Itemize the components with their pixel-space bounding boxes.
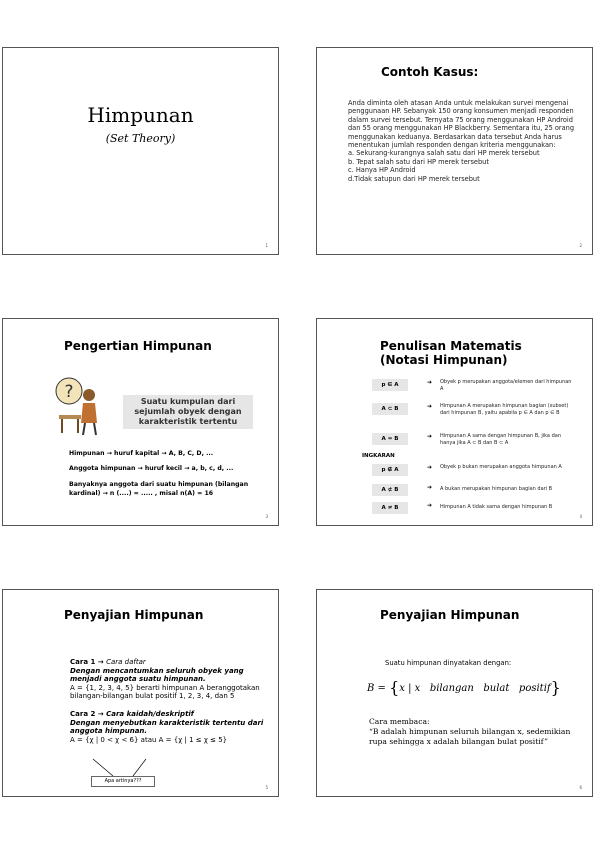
symbol-description: Himpunan A sama dengan himpunan B, jika dan hanya jika A ⊂ B dan B ⊂ A <box>440 433 561 446</box>
page-number: 1 <box>265 243 268 248</box>
slide-3 <box>2 318 279 526</box>
heading-line: (Notasi Himpunan) <box>380 353 508 367</box>
symbol-description: Obyek p bukan merupakan anggota himpunan A <box>440 464 562 470</box>
arrow-icon: ➔ <box>427 464 433 471</box>
reading-text: “B adalah himpunan seluruh bilangan x, sedemikian rupa sehingga x adalah bilangan bulat positif” <box>369 727 571 746</box>
symbol-box: p ∈ A <box>372 379 408 391</box>
symbol-box: A ≠ B <box>372 502 408 514</box>
case-item: b. Tepat salah satu dari HP merek tersebut <box>348 157 489 166</box>
method-example: A = {1, 2, 3, 4, 5} berarti himpunan A beranggotakan bilangan-bilangan bulat positif 1, 2, 3, 4, dan 5 <box>70 683 260 701</box>
page-number: 2 <box>579 243 582 248</box>
slide-subtitle: (Set Theory) <box>105 132 176 145</box>
page-number: 3 <box>265 514 268 519</box>
thinking-student-illustration <box>53 373 108 438</box>
symbol-description: A bukan merupakan himpunan bagian dari B <box>440 486 553 492</box>
callout-arrows <box>3 590 279 797</box>
arrow-icon: ➔ <box>427 379 433 386</box>
formula-body: x | x bilangan bulat positif <box>399 683 551 694</box>
slide-4 <box>316 318 593 526</box>
slide-heading: Penyajian Himpunan <box>380 608 520 622</box>
slide-2 <box>316 47 593 255</box>
reading-explanation <box>369 717 579 747</box>
symbol-box: A ⊄ B <box>372 484 408 496</box>
notation-line: Banyaknya anggota dari suatu himpunan (bilangan kardinal) → n (....) = ..... , misal n(A) = 16 <box>69 481 249 497</box>
case-item: d.Tidak satupun dari HP merek tersebut <box>348 174 480 183</box>
arrow-icon: ➔ <box>427 484 433 491</box>
page-number: 6 <box>579 785 582 790</box>
symbol-box: A ⊂ B <box>372 403 408 415</box>
arrow-icon: ➔ <box>427 403 433 410</box>
svg-text:?: ? <box>64 382 74 402</box>
method-name: Cara daftar <box>106 658 146 666</box>
notation-line: Himpunan → huruf kapital → A, B, C, D, ... <box>69 450 214 457</box>
method-example: A = {χ | 0 < χ < 6} atau A = {χ | 1 ≤ χ ≤ 5} <box>70 735 228 744</box>
method-description: Dengan menyebutkan karakteristik tertentu dari anggota himpunan. <box>70 718 264 736</box>
page-number: 4 <box>579 514 582 519</box>
question-note: Apa artinya??? <box>91 776 155 787</box>
arrow-icon: ➔ <box>427 433 433 440</box>
case-text <box>348 99 578 183</box>
formula-lhs: B = <box>367 683 390 694</box>
slide-5 <box>2 589 279 797</box>
case-item: a. Sekurang-kurangnya salah satu dari HP merek tersebut <box>348 149 540 158</box>
case-paragraph: Anda diminta oleh atasan Anda untuk melakukan survei mengenai penggunaan HP. Sebanyak 150 orang konsumen menjadi responden dalam survei tersebut. Ternyata 75 orang menggunakan HP Android dan 55 orang menggunakan HP Blackberry. Sementara itu, 25 orang menggunakan keduanya. Berdasarkan data tersebut Anda harus menentukan jumlah responden dengan kriteria menggunakan: <box>348 99 575 150</box>
heading-line: Penulisan Matematis <box>380 339 522 353</box>
arrow-icon: ➔ <box>427 502 433 509</box>
slide-6 <box>316 589 593 797</box>
set-builder-formula: B = {x | x bilangan bulat positif} <box>367 678 561 697</box>
symbol-description: Himpunan A merupakan himpunan bagian (subset) dari himpunan B, yaitu apabila p ∈ A dan p ∈ B <box>440 403 569 416</box>
slide-heading: Contoh Kasus: <box>381 65 479 79</box>
symbol-description: Himpunan A tidak sama dengan himpunan B <box>440 504 553 510</box>
method-label: Cara 2 → <box>70 709 107 718</box>
symbol-box: p ∉ A <box>372 464 408 476</box>
ingkaran-label: INGKARAN <box>362 453 395 459</box>
method-description: Dengan mencantumkan seluruh obyek yang menjadi anggota suatu himpunan. <box>70 666 244 684</box>
page-number: 5 <box>265 785 268 790</box>
slide-heading: Penyajian Himpunan <box>64 608 204 622</box>
definition-box: Suatu kumpulan dari sejumlah obyek dengan karakteristik tertentu <box>123 395 253 429</box>
slide-1 <box>2 47 279 255</box>
intro-text: Suatu himpunan dinyatakan dengan: <box>385 659 512 667</box>
symbol-description: Obyek p merupakan anggota/elemen dari himpunan A <box>440 379 572 392</box>
slide-heading <box>380 339 522 367</box>
symbol-box: A = B <box>372 433 408 445</box>
slide-heading: Pengertian Himpunan <box>64 339 212 353</box>
reading-label: Cara membaca: <box>369 717 430 726</box>
method-name: Cara kaidah/deskriptif <box>106 709 194 718</box>
slide-title: Himpunan <box>87 103 194 127</box>
method-label: Cara 1 → <box>70 658 107 666</box>
case-item: c. Hanya HP Android <box>348 166 416 175</box>
notation-line: Anggota himpunan → huruf kecil → a, b, c, d, ... <box>69 465 234 472</box>
